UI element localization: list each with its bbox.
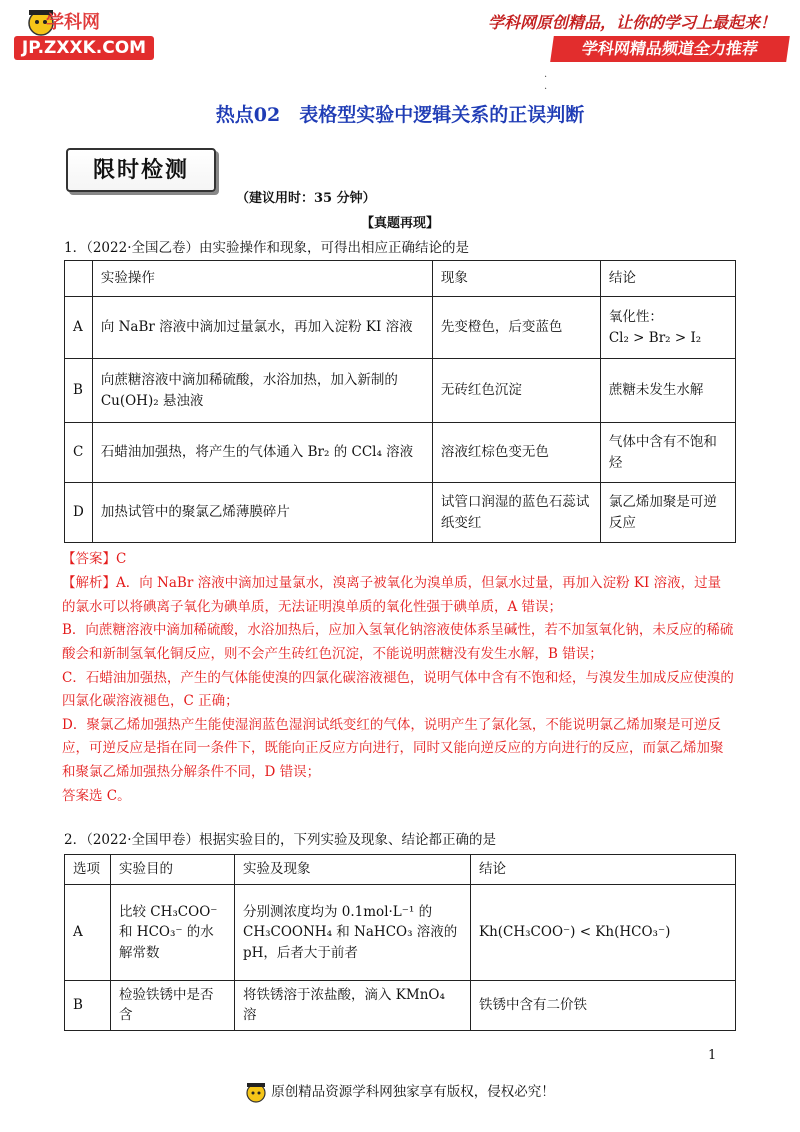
time-note: （建议用时：35 分钟） bbox=[236, 191, 376, 206]
experiment-cell: 将铁锈溶于浓盐酸，滴入 KMnO₄ 溶 bbox=[235, 981, 471, 1031]
option-label: A bbox=[65, 297, 93, 359]
analysis-paragraph: C．石蜡油加强热，产生的气体能使溴的四氯化碳溶液褪色，说明气体中含有不饱和烃，与溴发生加成反应使溴的四氯化碳溶液褪色，C 正确； bbox=[62, 669, 734, 710]
analysis-block bbox=[62, 572, 734, 808]
table-header-cell: 选项 bbox=[65, 855, 111, 885]
table-header-cell: 实验及现象 bbox=[235, 855, 471, 885]
table-header-row bbox=[65, 261, 736, 297]
analysis-paragraph: D．聚氯乙烯加强热产生能使湿润蓝色湿润试纸变红的气体，说明产生了氯化氢，不能说明氯乙烯加聚是可逆反应，可逆反应是指在同一条件下，既能向正反应方向进行，同时又能向逆反应的方向进行的反应，而氯乙烯加聚和聚氯乙烯加强热分解条件不同，D 错误； bbox=[62, 716, 724, 780]
phenomenon-cell: 先变橙色，后变蓝色 bbox=[432, 297, 600, 359]
option-label: D bbox=[65, 483, 93, 543]
operation-cell: 加热试管中的聚氯乙烯薄膜碎片 bbox=[92, 483, 432, 543]
table-row bbox=[65, 359, 736, 423]
divider-dot: · bbox=[544, 84, 548, 95]
conclusion-cell: 铁锈中含有二价铁 bbox=[471, 981, 736, 1031]
conclusion-cell: Kh(CH₃COO⁻) < Kh(HCO₃⁻) bbox=[471, 885, 736, 981]
option-label: B bbox=[65, 981, 111, 1031]
table-row bbox=[65, 981, 736, 1031]
option-label: C bbox=[65, 423, 93, 483]
operation-cell: 石蜡油加强热，将产生的气体通入 Br₂ 的 CCl₄ 溶液 bbox=[92, 423, 432, 483]
question-2-table bbox=[64, 854, 736, 1031]
table-row bbox=[65, 423, 736, 483]
table-header-cell: 结论 bbox=[600, 261, 735, 297]
phenomenon-cell: 无砖红色沉淀 bbox=[432, 359, 600, 423]
footer-text: 原创精品资源学科网独家享有版权，侵权必究！ bbox=[271, 1084, 555, 1100]
conclusion-line: 氧化性： bbox=[608, 309, 663, 326]
conclusion-cell: 氯乙烯加聚是可逆反应 bbox=[600, 483, 735, 543]
section-badge-label: 限时检测 bbox=[92, 157, 189, 183]
logo-url[interactable]: JP.ZXXK.COM bbox=[14, 36, 154, 60]
phenomenon-cell: 溶液红棕色变无色 bbox=[432, 423, 600, 483]
table-header-cell: 现象 bbox=[432, 261, 600, 297]
conclusion-cell: 蔗糖未发生水解 bbox=[600, 359, 735, 423]
conclusion-cell: 气体中含有不饱和烃 bbox=[600, 423, 735, 483]
question-2-stem: 2．（2022·全国甲卷）根据实验目的，下列实验及现象、结论都正确的是 bbox=[64, 832, 496, 848]
answer-line: 【答案】C bbox=[62, 551, 127, 567]
table-row bbox=[65, 885, 736, 981]
logo-name: 学科网 bbox=[46, 12, 100, 33]
operation-cell: 向 NaBr 溶液中滴加过量氯水，再加入淀粉 KI 溶液 bbox=[92, 297, 432, 359]
question-1-stem: 1．（2022·全国乙卷）由实验操作和现象，可得出相应正确结论的是 bbox=[64, 240, 469, 256]
option-label: A bbox=[65, 885, 111, 981]
table-header-cell: 实验目的 bbox=[111, 855, 235, 885]
table-header-cell: 结论 bbox=[471, 855, 736, 885]
section-badge bbox=[66, 148, 216, 192]
phenomenon-cell: 试管口润湿的蓝色石蕊试纸变红 bbox=[432, 483, 600, 543]
table-header-cell bbox=[65, 261, 93, 297]
table-header-cell: 实验操作 bbox=[92, 261, 432, 297]
footer bbox=[0, 1080, 800, 1105]
goal-cell: 比较 CH₃COO⁻ 和 HCO₃⁻ 的水解常数 bbox=[111, 885, 235, 981]
operation-cell: 向蔗糖溶液中滴加稀硫酸，水浴加热，加入新制的 Cu(OH)₂ 悬浊液 bbox=[92, 359, 432, 423]
conclusion-formula: Cl₂ > Br₂ > I₂ bbox=[608, 329, 702, 346]
conclusion-cell bbox=[600, 297, 735, 359]
header-slogan: 学科网原创精品，让你的学习上最起来！ bbox=[487, 13, 776, 32]
page-number: 1 bbox=[708, 1048, 717, 1063]
analysis-paragraph: 【解析】A．向 NaBr 溶液中滴加过量氯水，溴离子被氧化为溴单质，但氯水过量，再加入淀粉 KI 溶液，过量的氯水可以将碘离子氧化为碘单质，无法证明溴单质的氧化性强于碘单质，A 错误； bbox=[62, 575, 722, 615]
section-subheading: 【真题再现】 bbox=[360, 216, 439, 231]
page-title: 热点02 表格型实验中逻辑关系的正误判断 bbox=[215, 104, 585, 126]
analysis-paragraph: B．向蔗糖溶液中滴加稀硫酸，水浴加热后，应加入氢氧化钠溶液使体系呈碱性，若不加氢氧化钠，未反应的稀硫酸会和新制氢氧化铜反应，则不会产生砖红色沉淀，不能说明蔗糖没有发生水解，B 错误； bbox=[62, 622, 734, 662]
option-label: B bbox=[65, 359, 93, 423]
question-1-table bbox=[64, 260, 736, 543]
table-row bbox=[65, 297, 736, 359]
divider-dot: · bbox=[544, 72, 548, 83]
table-row bbox=[65, 483, 736, 543]
experiment-cell: 分别测浓度均为 0.1mol·L⁻¹ 的 CH₃COONH₄ 和 NaHCO₃ 溶液的 pH，后者大于前者 bbox=[235, 885, 471, 981]
header-banner: 学科网精品频道全力推荐 bbox=[550, 36, 790, 62]
mascot-icon bbox=[245, 1081, 267, 1105]
goal-cell: 检验铁锈中是否含 bbox=[111, 981, 235, 1031]
table-header-row bbox=[65, 855, 736, 885]
analysis-paragraph: 答案选 C。 bbox=[62, 787, 131, 804]
